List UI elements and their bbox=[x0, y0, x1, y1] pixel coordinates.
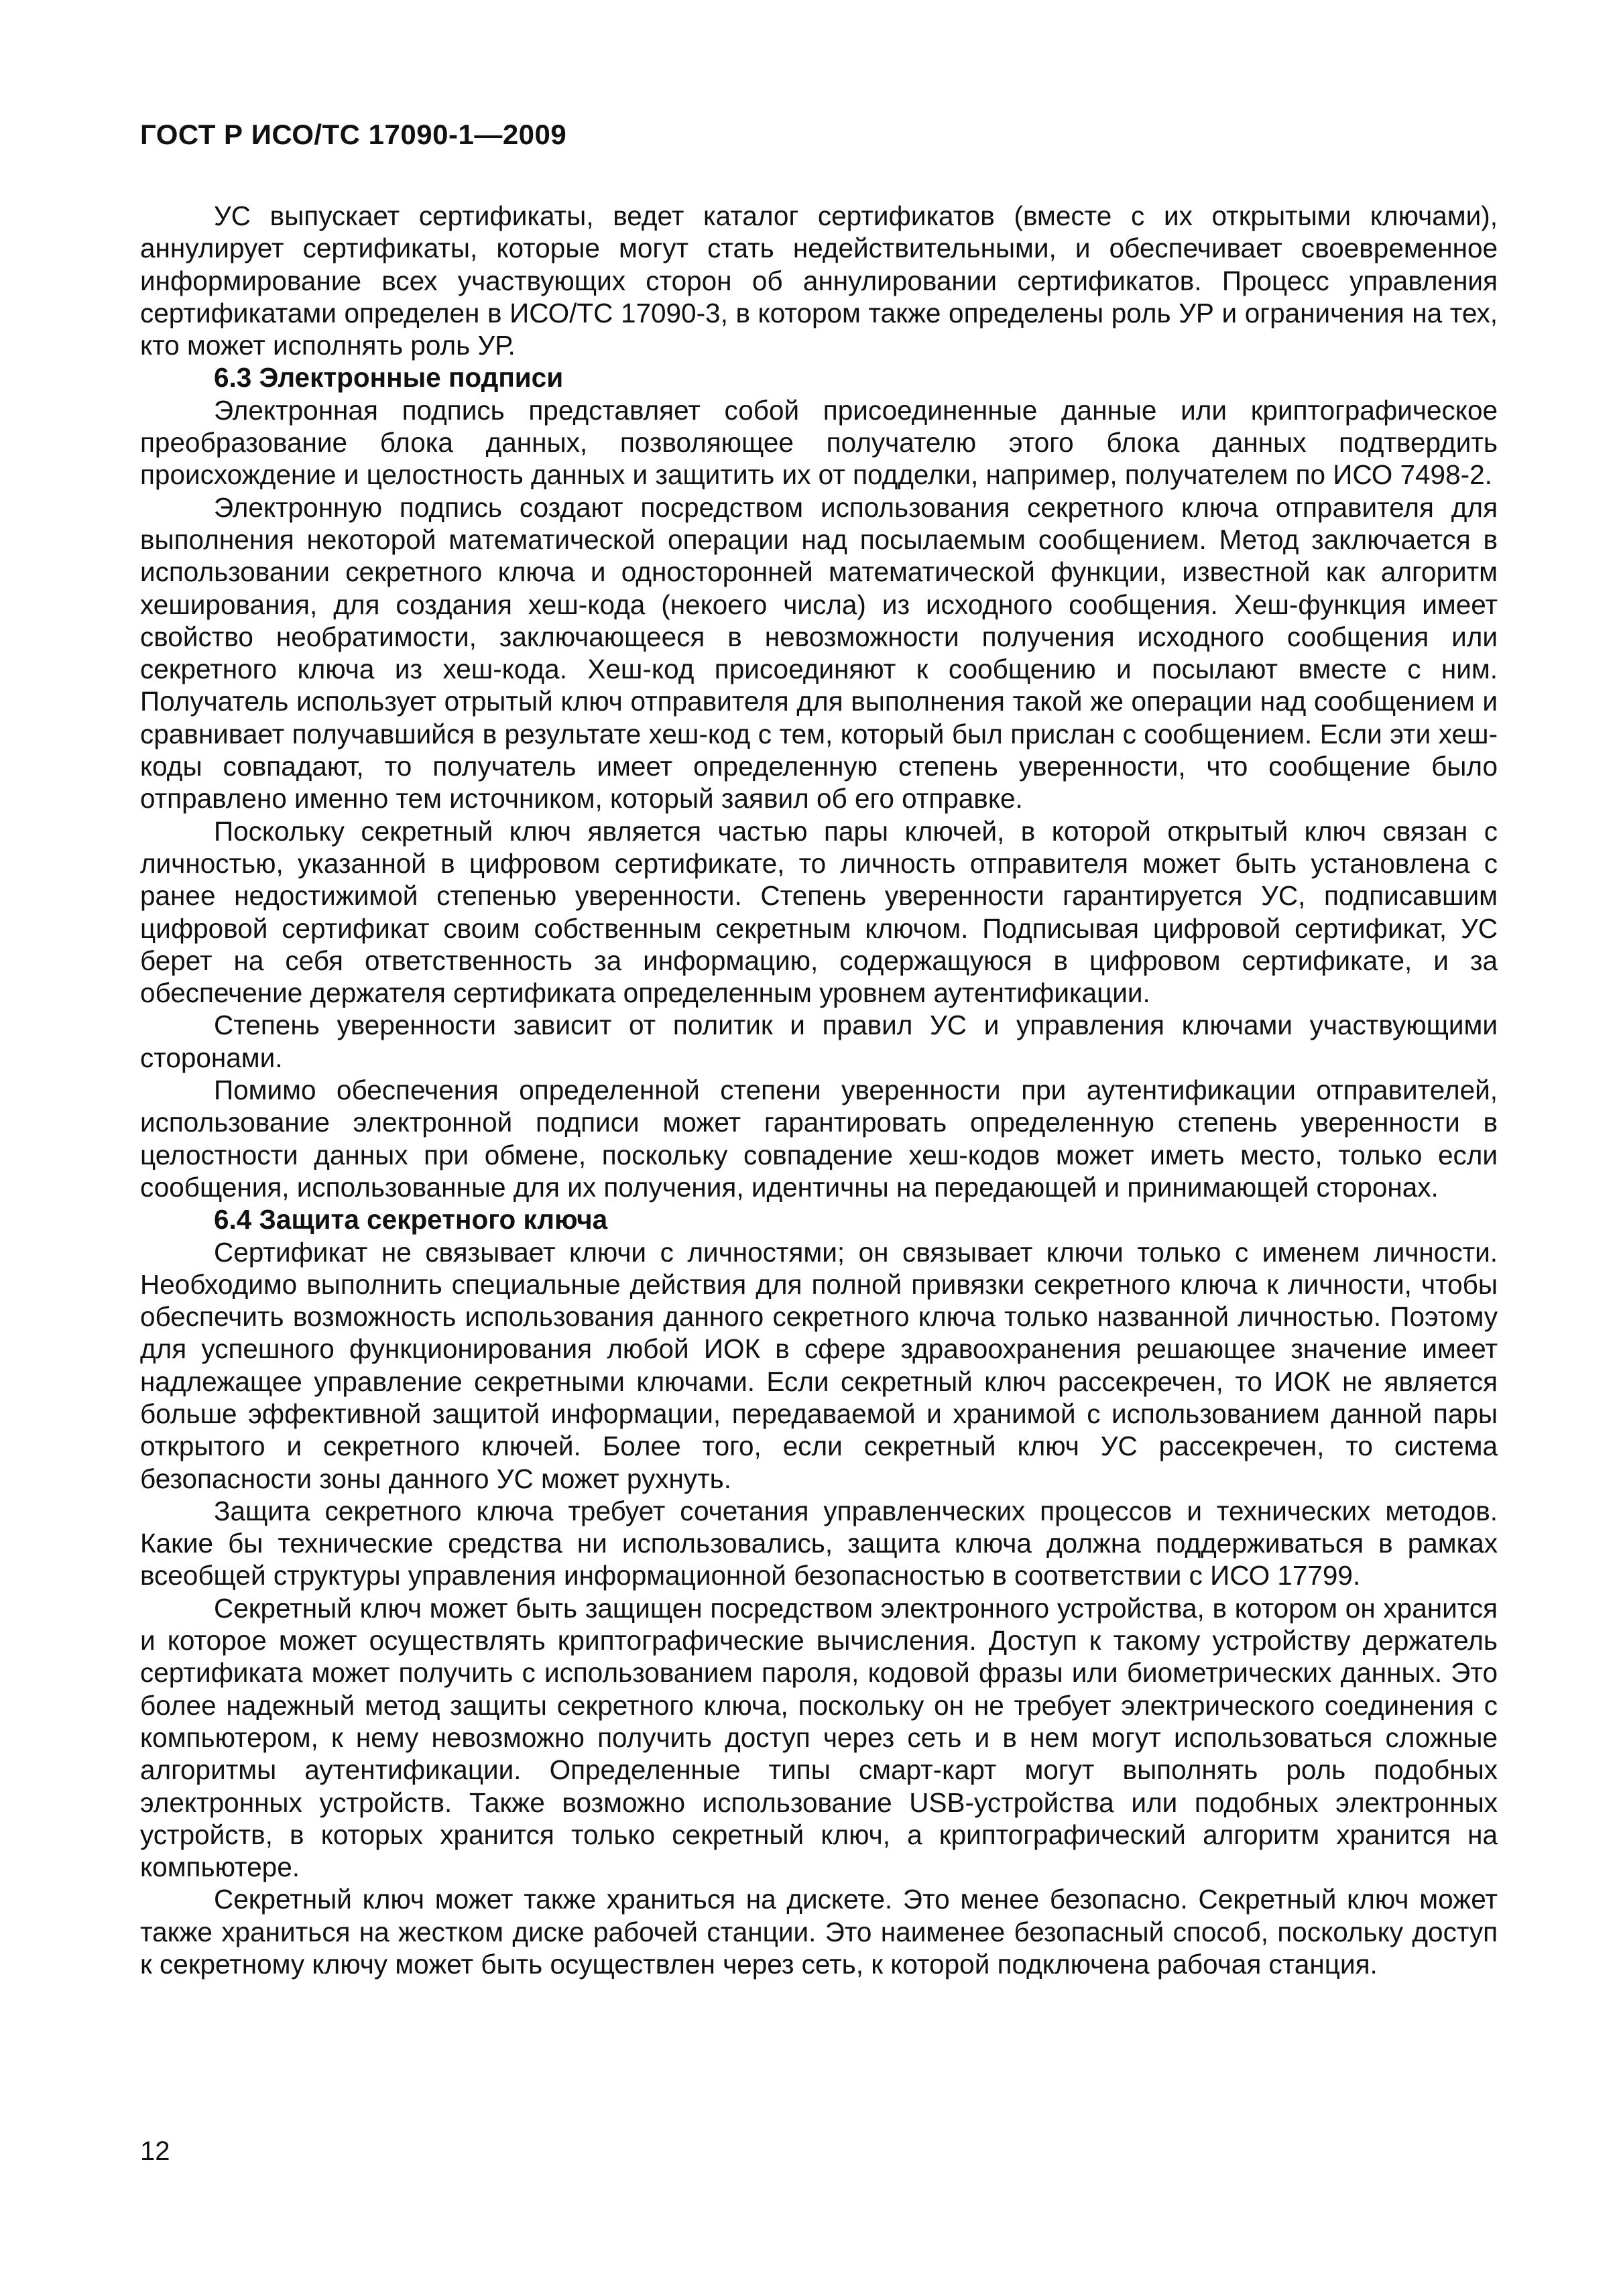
paragraph: Помимо обеспечения определенной степени уверенности при аутентификации отправителей, использование электронной подписи может гарантировать определенную степень уверенности в целостности данных при обмене, поскольку совпадение хеш-кодов может иметь место, только если сообщения, использованные для их получения, идентичны на передающей и принимающей сторонах. bbox=[140, 1075, 1498, 1203]
document-body bbox=[140, 200, 1498, 1980]
paragraph: Поскольку секретный ключ является частью пары ключей, в которой открытый ключ связан с личностью, указанной в цифровом сертификате, то личность отправителя может быть установлена с ранее недостижимой степенью уверенности. Степень уверенности гарантируется УС, подписавшим цифровой сертификат своим собственным секретным ключом. Подписывая цифровой сертификат, УС берет на себя ответственность за информацию, содержащуюся в цифровом сертификате, и за обеспечение держателя сертификата определенным уровнем аутентификации. bbox=[140, 815, 1498, 1009]
paragraph: УС выпускает сертификаты, ведет каталог сертификатов (вместе с их открытыми ключами), аннулирует сертификаты, которые могут стать недействительными, и обеспечивает своевременное информирование всех участвующих сторон об аннулировании сертификатов. Процесс управления сертификатами определен в ИСО/ТС 17090-3, в котором также определены роль УР и ограничения на тех, кто может исполнять роль УР. bbox=[140, 200, 1498, 361]
paragraph: Электронная подпись представляет собой присоединенные данные или криптографическое преобразование блока данных, позволяющее получателю этого блока данных подтвердить происхождение и целостность данных и защитить их от подделки, например, получателем по ИСО 7498-2. bbox=[140, 394, 1498, 491]
document-header: ГОСТ Р ИСО/ТС 17090-1—2009 bbox=[140, 119, 567, 150]
section-heading-6-4: 6.4 Защита секретного ключа bbox=[214, 1204, 608, 1235]
section-heading-6-3: 6.3 Электронные подписи bbox=[214, 362, 564, 394]
paragraph: Секретный ключ может быть защищен посредством электронного устройства, в котором он хранится и которое может осуществлять криптографические вычисления. Доступ к такому устройству держатель сертификата может получить с использованием пароля, кодовой фразы или биометрических данных. Это более надежный метод защиты секретного ключа, поскольку он не требует электрического соединения с компьютером, к нему невозможно получить доступ через сеть и в нем могут использоваться сложные алгоритмы аутентификации. Определенные типы смарт-карт могут выполнять роль подобных электронных устройств. Также возможно использование USB-устройства или подобных электронных устройств, в которых хранится только секретный ключ, а криптографический алгоритм хранится на компьютере. bbox=[140, 1592, 1498, 1883]
paragraph: Секретный ключ может также храниться на дискете. Это менее безопасно. Секретный ключ может также храниться на жестком диске рабочей станции. Это наименее безопасный способ, поскольку доступ к секретному ключу может быть осуществлен через сеть, к которой подключена рабочая станция. bbox=[140, 1884, 1498, 1980]
paragraph: Электронную подпись создают посредством использования секретного ключа отправителя для выполнения некоторой математической операции над посылаемым сообщением. Метод заключается в использовании секретного ключа и односторонней математической функции, известной как алгоритм хеширования, для создания хеш-кода (некоего числа) из исходного сообщения. Хеш-функция имеет свойство необратимости, заключающееся в невозможности получения исходного сообщения или секретного ключа из хеш-кода. Хеш-код присоединяют к сообщению и посылают вместе с ним. Получатель использует отрытый ключ отправителя для выполнения такой же операции над сообщением и сравнивает получавшийся в результате хеш-код с тем, который был прислан с сообщением. Если эти хеш-коды совпадают, то получатель имеет определенную степень уверенности, что сообщение было отправлено именно тем источником, который заявил об его отправке. bbox=[140, 491, 1498, 814]
paragraph: Сертификат не связывает ключи с личностями; он связывает ключи только с именем личности. Необходимо выполнить специальные действия для полной привязки секретного ключа к личности, чтобы обеспечить возможность использования данного секретного ключа только названной личностью. Поэтому для успешного функционирования любой ИОК в сфере здравоохранения решающее значение имеет надлежащее управление секретными ключами. Если секретный ключ рассекречен, то ИОК не является больше эффективной защитой информации, передаваемой и хранимой с использованием данной пары открытого и секретного ключей. Более того, если секретный ключ УС рассекречен, то система безопасности зоны данного УС может рухнуть. bbox=[140, 1236, 1498, 1494]
paragraph: Степень уверенности зависит от политик и правил УС и управления ключами участвующими сторонами. bbox=[140, 1010, 1498, 1073]
page-number: 12 bbox=[140, 2136, 170, 2166]
paragraph: Защита секретного ключа требует сочетания управленческих процессов и технических методов. Какие бы технические средства ни использовались, защита ключа должна поддерживаться в рамках всеобщей структуры управления информационной безопасностью в соответствии с ИСО 17799. bbox=[140, 1495, 1498, 1591]
